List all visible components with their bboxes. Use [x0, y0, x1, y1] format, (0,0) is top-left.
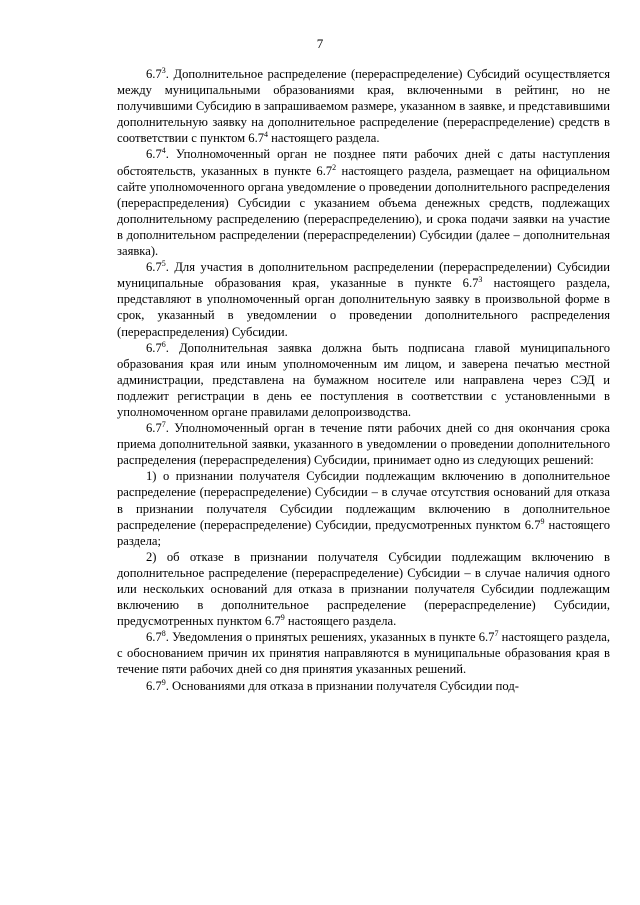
clause-number-superscript: 9	[161, 677, 166, 687]
clause-number: 6.7	[146, 421, 162, 436]
clause-text-tail: настоящего раздела.	[284, 614, 397, 629]
reference-superscript: 9	[280, 613, 285, 623]
clause-paragraph	[117, 340, 610, 420]
list-item-paragraph	[117, 468, 610, 548]
clause-number: 6.7	[146, 260, 162, 275]
clause-paragraph	[117, 259, 610, 339]
reference-superscript: 9	[540, 516, 545, 526]
clause-text: 1) о признании получателя Субсидии подлежащим включению в дополнительное распределение (перераспределение) Субсидии – в случае отсутствия оснований для отказа в признании получателя Субсидии подлежащим включению в дополнительное распределение (перераспределение) Субсидии, предусмотренных пунктом 6.7	[117, 469, 610, 532]
clause-text: . Уполномоченный орган не позднее пяти рабочих дней с даты наступления обстоятельств, указанных в пункте 6.7	[117, 147, 610, 178]
document-body	[117, 66, 610, 694]
clause-text: . Основаниями для отказа в признании получателя Субсидии под-	[165, 678, 519, 693]
clause-text: . Для участия в дополнительном распределении (перераспределении) Субсидии муниципальные образования края, указанные в пункте 6.7	[117, 260, 610, 291]
clause-number-superscript: 7	[161, 420, 166, 430]
list-item-paragraph	[117, 549, 610, 629]
reference-superscript: 3	[478, 275, 483, 285]
reference-superscript: 2	[332, 162, 337, 172]
clause-text: 2) об отказе в признании получателя Субсидии подлежащим включению в дополнительное распределение (перераспределение) Субсидии – в случае наличия одного или нескольких оснований для отказа в признании получателя Субсидии подлежащим включению в дополнительное распределение (перераспределение) Субсидии, предусмотренных пунктом 6.7	[117, 549, 610, 629]
clause-number: 6.7	[146, 147, 162, 162]
clause-paragraph	[117, 420, 610, 468]
clause-text-tail: настоящего раздела.	[268, 131, 380, 146]
clause-number-superscript: 3	[161, 66, 166, 75]
clause-number: 6.7	[146, 67, 162, 81]
clause-text: . Дополнительное распределение (перераспределение) Субсидий осуществляется между муниципальными образованиями края, включенными в рейтинг, но не получившими Субсидию в запрашиваемом размере, указанном в заявке, и представившими дополнительную заявку на дополнительное распределение (перераспределение) средств в соответствии с пунктом 6.7	[117, 67, 610, 146]
clause-paragraph	[117, 146, 610, 259]
clause-number: 6.7	[146, 678, 162, 693]
clause-text-tail: настоящего раздела, размещает на официальном сайте уполномоченного органа уведомление о проведении дополнительного распределения (перераспределения) Субсидии с указанием объема денежных средств, подлежащих дополнительному распределению (перераспределению), и срока подачи заявки на участие в дополнительном распределении (перераспределении) Субсидии (далее – дополнительная заявка).	[117, 163, 611, 259]
clause-paragraph	[117, 678, 610, 694]
clause-paragraph	[117, 66, 610, 146]
clause-number-superscript: 5	[161, 259, 166, 269]
clause-text: . Дополнительная заявка должна быть подписана главой муниципального образования края или иным уполномоченным им лицом, и заверена печатью местной администрации, представлена на бумажном носителе или направлена через СЭД и подлежит регистрации в день ее поступления в соответствии с установленными в уполномоченном органе правилами делопроизводства.	[117, 340, 610, 419]
clause-number-superscript: 6	[161, 339, 166, 349]
clause-text-tail: настоящего раздела, представляют в уполномоченный орган дополнительную заявку в произвольной форме в срок, указанный в уведомлении о проведении дополнительного распределения (перераспределения) Субсидии.	[117, 276, 610, 339]
reference-superscript: 7	[494, 629, 499, 639]
page-number: 7	[316, 36, 324, 51]
clause-number-superscript: 4	[161, 146, 166, 156]
reference-superscript: 4	[264, 130, 269, 140]
clause-number: 6.7	[146, 340, 162, 355]
clause-number-superscript: 8	[161, 629, 166, 639]
clause-text-tail: настоящего раздела, с обоснованием причин их принятия направляются в муниципальные образования края в течение пяти рабочих дней со дня принятия указанных решений.	[117, 630, 610, 677]
clause-number: 6.7	[146, 630, 162, 645]
clause-text: . Уведомления о принятых решениях, указанных в пункте 6.7	[165, 630, 495, 645]
clause-text-tail: настоящего раздела;	[117, 517, 610, 548]
clause-paragraph	[117, 629, 610, 677]
clause-text: . Уполномоченный орган в течение пяти рабочих дней со дня окончания срока приема дополнительной заявки, указанного в уведомлении о проведении дополнительного распределения (перераспределения) Субсидии, принимает одно из следующих решений:	[117, 421, 610, 468]
